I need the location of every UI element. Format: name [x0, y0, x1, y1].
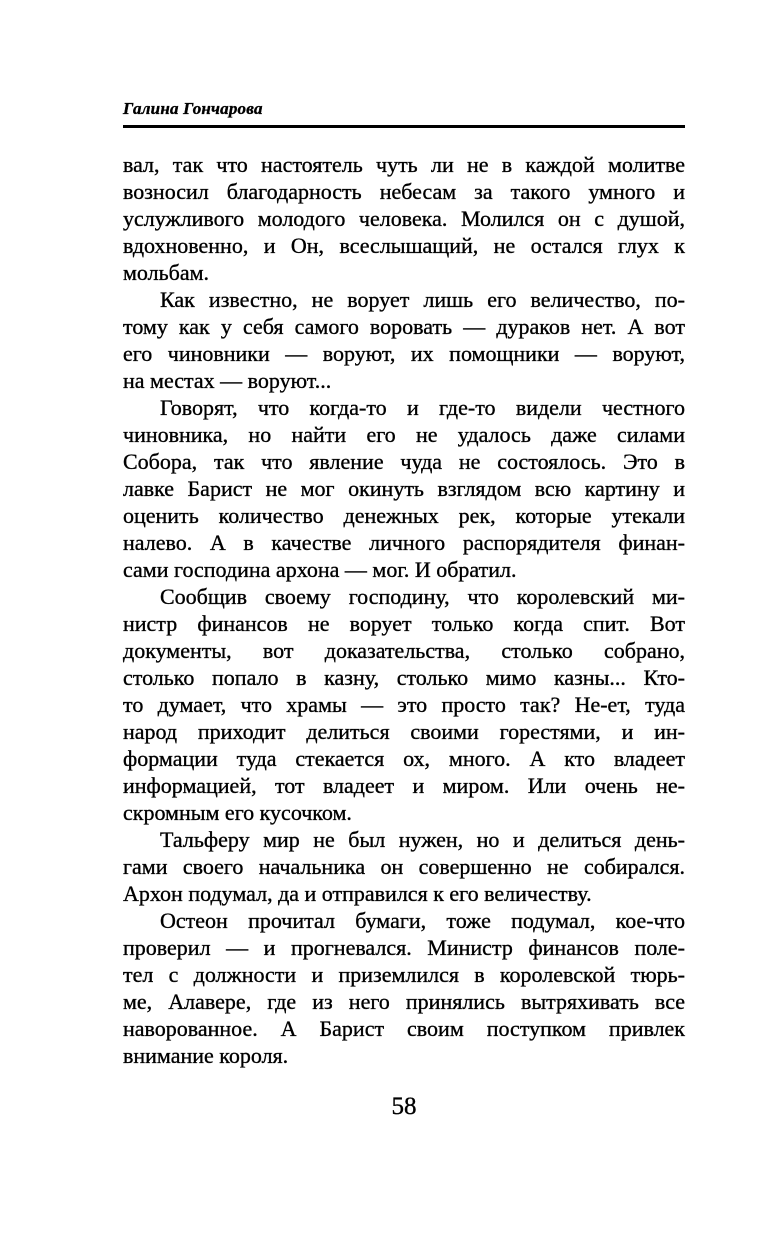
text-line: Собора, так что явление чуда не состоялось. Это в — [123, 449, 685, 474]
text-line: то думает, что храмы — это просто так? Не-ет, туда — [123, 692, 685, 717]
paragraph — [123, 826, 685, 907]
text-line: мольбам. — [123, 260, 210, 285]
text-line: на местах — воруют... — [123, 368, 332, 393]
text-line: проверил — и прогневался. Министр финансов поле- — [123, 935, 685, 960]
text-line: вал, так что настоятель чуть ли не в каждой молитве — [123, 152, 685, 177]
text-line: услужливого молодого человека. Молился он с душой, — [123, 206, 685, 231]
text-line: чиновника, но найти его не удалось даже силами — [123, 422, 685, 447]
text-line: Как известно, не ворует лишь его величество, по- — [160, 287, 685, 312]
text-line: лавке Барист не мог окинуть взглядом всю картину и — [123, 476, 685, 501]
paragraph — [123, 394, 685, 583]
text-line: гами своего начальника он совершенно не собирался. — [123, 854, 685, 879]
text-line: внимание короля. — [123, 1043, 289, 1068]
text-line: оценить количество денежных рек, которые утекали — [123, 503, 685, 528]
text-line: нистр финансов не ворует только когда спит. Вот — [123, 611, 685, 636]
paragraph — [123, 286, 685, 394]
text-line: Остеон прочитал бумаги, тоже подумал, кое-что — [160, 908, 685, 933]
text-line: Тальферу мир не был нужен, но и делиться день- — [160, 827, 685, 852]
text-line: тому как у себя самого воровать — дураков нет. А вот — [123, 314, 685, 339]
text-line: ме, Алавере, где из него принялись вытряхивать все — [123, 989, 685, 1014]
text-line: Сообщив своему господину, что королевский ми- — [160, 584, 685, 609]
paragraph — [123, 583, 685, 826]
text-line: скромным его кусочком. — [123, 800, 352, 825]
text-line: формации туда стекается ох, много. А кто владеет — [123, 746, 685, 771]
text-line: Архон подумал, да и отправился к его величеству. — [123, 881, 592, 906]
paragraph — [123, 151, 685, 286]
paragraph — [123, 907, 685, 1069]
body-text — [123, 151, 685, 1069]
author-name: Галина Гончарова — [123, 99, 263, 118]
text-line: наворованное. А Барист своим поступком привлек — [123, 1016, 685, 1041]
text-line: сами господина архона — мог. И обратил. — [123, 557, 517, 582]
text-line: народ приходит делиться своими горестями, и ин- — [123, 719, 685, 744]
text-line: возносил благодарность небесам за такого умного и — [123, 179, 685, 204]
text-line: документы, вот доказательства, столько собрано, — [123, 638, 685, 663]
text-line: столько попало в казну, столько мимо казны... Кто- — [123, 665, 685, 690]
text-line: его чиновники — воруют, их помощники — воруют, — [123, 341, 685, 366]
text-line: тел с должности и приземлился в королевской тюрь- — [123, 962, 685, 987]
text-line: Говорят, что когда-то и где-то видели честного — [160, 395, 685, 420]
header-rule — [123, 125, 685, 128]
text-line: информацией, тот владеет и миром. Или очень не- — [123, 773, 685, 798]
text-line: вдохновенно, и Он, всеслышащий, не остался глух к — [123, 233, 685, 258]
running-header — [123, 99, 685, 128]
page-footer — [123, 1093, 685, 1121]
text-line: налево. А в качестве личного распорядителя финан- — [123, 530, 685, 555]
page-number: 58 — [391, 1093, 417, 1120]
